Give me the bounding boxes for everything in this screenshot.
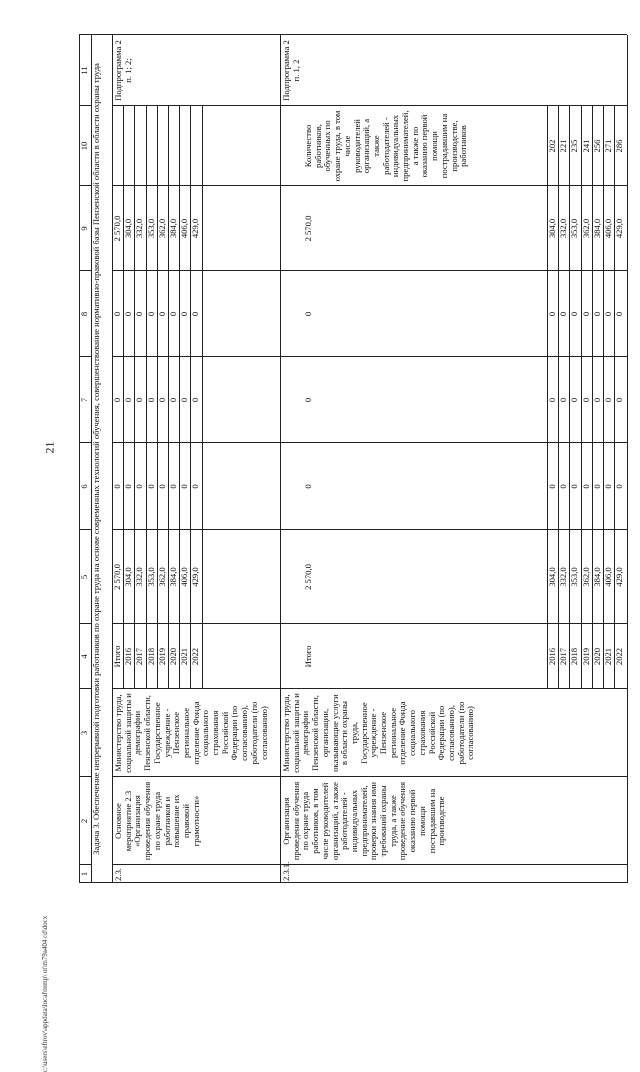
column-divider [112,270,627,271]
year-label: 2018 [145,647,156,666]
funding-local: 0 [591,311,602,317]
funding-local: 0 [558,311,569,317]
year-label: 2018 [569,647,580,666]
year-label: 2022 [190,647,201,666]
funding-federal: 0 [134,484,145,489]
funding-extrabudget: 406,0 [603,218,613,239]
funding-total: 304,0 [123,567,134,587]
column-header-7: 7 [79,397,89,403]
funding-total: 406,0 [179,567,190,587]
funding-regional: 0 [303,397,313,403]
funding-local: 0 [123,311,134,317]
funding-regional: 0 [179,397,190,403]
column-divider [79,185,91,186]
funding-local: 0 [303,311,313,317]
funding-extrabudget: 2 570,0 [303,215,313,242]
year-label: 2021 [603,647,613,666]
column-header-9: 9 [79,226,89,231]
subprogram-ref: Подпрограмма 2 п. 1; 2; [113,40,133,101]
funding-local: 0 [190,311,201,317]
year-label: 2021 [179,647,190,666]
year-label: 2020 [591,647,602,666]
funding-federal: 0 [123,484,134,489]
funding-regional: 0 [591,397,602,403]
funding-local: 0 [547,311,557,317]
column-divider [79,442,91,443]
funding-total: 406,0 [603,567,613,587]
funding-federal: 0 [168,484,178,489]
total-label: Итого [112,645,122,668]
indicator-value: 286 [614,139,625,153]
column-header-2: 2 [79,818,89,824]
indicator-value: 235 [569,139,580,153]
funding-extrabudget: 384,0 [168,218,178,239]
column-divider [79,356,91,357]
funding-regional: 0 [614,397,625,403]
funding-federal: 0 [145,484,156,489]
total-label: Итого [303,645,313,668]
funding-regional: 0 [134,397,145,403]
column-divider [79,688,91,689]
funding-total: 332,0 [134,567,145,587]
funding-total: 304,0 [547,567,557,587]
column-divider [79,864,91,865]
column-header-11: 11 [79,66,89,75]
funding-regional: 0 [156,397,167,403]
column-header-4: 4 [79,654,89,659]
funding-federal: 0 [558,484,569,489]
column-divider [79,105,91,106]
column-header-6: 6 [79,484,89,489]
column-divider [79,529,91,530]
year-label: 2017 [134,647,145,666]
indicator-description: Количество работников, обученных по охране труда, в том числе руководителей организаций, а также работодателей - индивидуальных предпринимателей, а также по оказанию первой помощи пострадавшим на производстве, работников [303,110,469,182]
column-divider [112,623,627,624]
column-header-10: 10 [79,141,89,151]
funding-total: 362,0 [580,567,591,587]
funding-regional: 0 [580,397,591,403]
funding-federal: 0 [603,484,613,489]
funding-extrabudget: 304,0 [123,218,134,239]
executor: Министерство труда, социальной защиты и демографии Пензенской области, организации, оказывающие услуги в области охраны труда, Государственное учреждение - Пензенское региональное отделение Фонда социального страхования Российской Федерации (по согласованию), работодатели (по согласованию) [281,693,476,773]
year-label: 2016 [123,647,134,666]
row-divider [202,106,203,689]
year-label: 2019 [156,647,167,666]
funding-local: 0 [168,311,178,317]
year-label: 2016 [547,647,557,666]
column-divider [112,105,627,106]
page-number: 21 [42,441,57,454]
funding-total: 2 570,0 [303,564,313,590]
executor: Министерство труда, социальной защиты и демографии Пензенской области, Государственное учреждение - Пензенское региональное отделение Фонда социального страхования Российской Федерации (по согласованию), работодатели (по согласованию) [113,693,269,773]
column-header-1: 1 [79,871,89,877]
funding-total: 362,0 [156,567,167,587]
funding-local: 0 [134,311,145,317]
row-number: 2.3. [113,868,123,881]
task-title: Задача 3. Обеспечение непрерывной подготовки работников по охране труда на основе современных технологий обучения, совершенствование нормативно-правовой базы Пензенской области в области охраны труда [91,63,101,855]
funding-federal: 0 [569,484,580,489]
funding-extrabudget: 406,0 [179,218,190,239]
subprogram-ref: Подпрограмма 2 п. 1, 2 [281,40,301,101]
funding-regional: 0 [168,397,178,403]
year-label: 2019 [580,647,591,666]
funding-extrabudget: 2 570,0 [112,215,122,242]
funding-extrabudget: 429,0 [190,218,201,239]
funding-extrabudget: 362,0 [156,218,167,239]
row-divider [627,35,628,883]
funding-extrabudget: 384,0 [591,218,602,239]
funding-extrabudget: 353,0 [145,218,156,239]
measure-name: Основное мероприятие 2.3 «Организация проведения обучения по охране труда работников и повышение их правовой грамотности» [113,781,201,861]
funding-local: 0 [603,311,613,317]
funding-regional: 0 [112,397,122,403]
funding-regional: 0 [558,397,569,403]
funding-federal: 0 [112,484,122,489]
funding-local: 0 [614,311,625,317]
funding-total: 2 570,0 [112,564,122,590]
row-number: 2.3.1. [281,861,291,881]
column-divider [112,529,627,530]
indicator-value: 256 [591,139,602,153]
funding-total: 429,0 [190,567,201,587]
funding-total: 429,0 [614,567,625,587]
funding-extrabudget: 362,0 [580,218,591,239]
column-divider [112,864,627,865]
year-label: 2020 [168,647,178,666]
funding-regional: 0 [145,397,156,403]
funding-local: 0 [569,311,580,317]
funding-total: 384,0 [168,567,178,587]
funding-extrabudget: 332,0 [558,218,569,239]
funding-federal: 0 [156,484,167,489]
funding-extrabudget: 332,0 [134,218,145,239]
funding-total: 353,0 [569,567,580,587]
funding-local: 0 [580,311,591,317]
funding-extrabudget: 429,0 [614,218,625,239]
column-divider [112,776,627,777]
funding-federal: 0 [547,484,557,489]
funding-federal: 0 [591,484,602,489]
column-divider [79,882,627,883]
funding-extrabudget: 353,0 [569,218,580,239]
column-divider [112,185,627,186]
funding-regional: 0 [547,397,557,403]
column-divider [79,623,91,624]
year-label: 2017 [558,647,569,666]
column-divider [79,34,627,35]
program-table [79,35,627,883]
funding-local: 0 [145,311,156,317]
file-path-footer: c:\users\eftrov\appdata\local\temp\ ot\m79a404 cd\docx [41,915,49,1072]
indicator-value: 271 [603,139,613,153]
funding-extrabudget: 304,0 [547,218,557,239]
funding-local: 0 [179,311,190,317]
funding-federal: 0 [179,484,190,489]
column-header-8: 8 [79,311,89,317]
funding-federal: 0 [614,484,625,489]
column-header-3: 3 [79,730,89,736]
funding-local: 0 [112,311,122,317]
funding-regional: 0 [190,397,201,403]
column-divider [112,356,627,357]
measure-name: Организация проведения обучения по охране труда работников, в том числе руководителей организаций, а также работодателей - индивидуальных предпринимателей, проверки знания ими требований охраны труда, а также проведение обучения оказанию первой помощи пострадавшим на производстве [281,781,447,861]
column-divider [79,270,91,271]
column-divider [79,776,91,777]
funding-total: 384,0 [591,567,602,587]
funding-regional: 0 [603,397,613,403]
indicator-value: 221 [558,139,569,153]
funding-regional: 0 [569,397,580,403]
year-label: 2022 [614,647,625,666]
funding-regional: 0 [123,397,134,403]
column-divider [112,442,627,443]
funding-federal: 0 [303,484,313,489]
funding-federal: 0 [580,484,591,489]
funding-total: 332,0 [558,567,569,587]
indicator-value: 202 [547,139,557,153]
column-header-5: 5 [79,574,89,580]
funding-total: 353,0 [145,567,156,587]
funding-local: 0 [156,311,167,317]
column-divider [112,688,627,689]
indicator-value: 241 [580,139,591,153]
funding-federal: 0 [190,484,201,489]
